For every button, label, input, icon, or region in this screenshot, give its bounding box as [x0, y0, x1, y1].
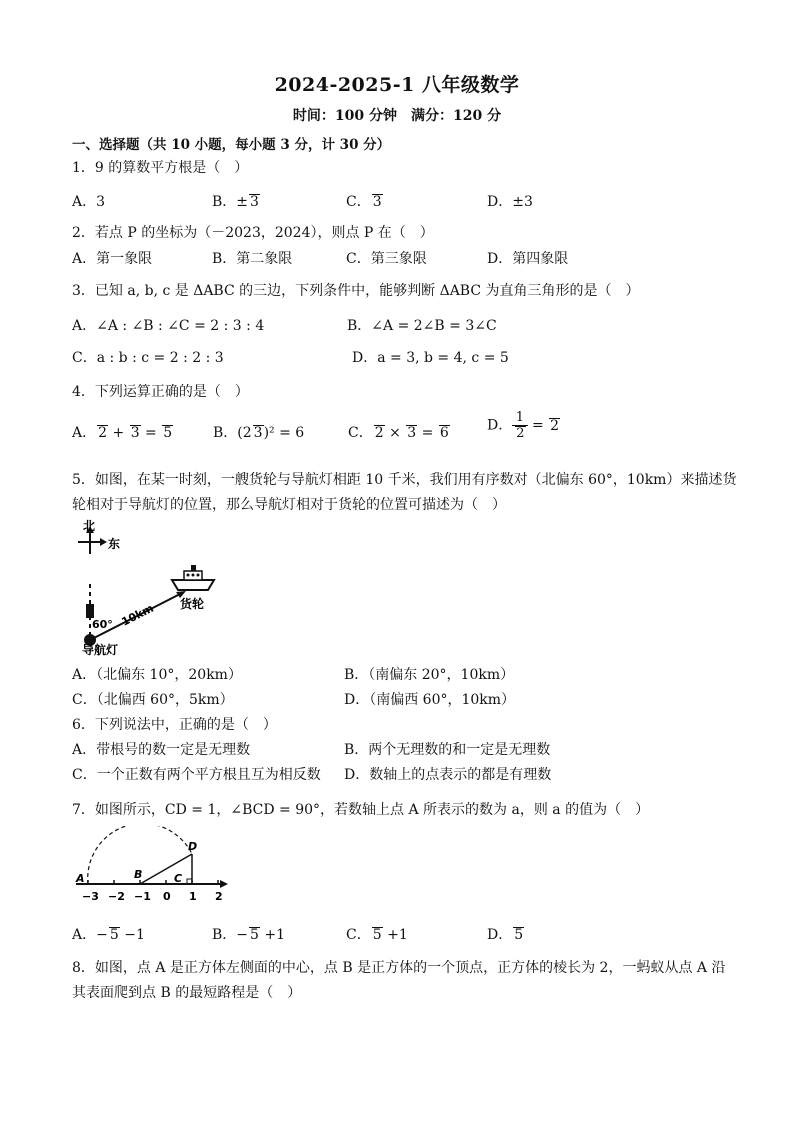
question-1-option-c: C． 3	[346, 194, 382, 210]
east-label: 东	[108, 537, 121, 551]
question-5-option-c: C．（北偏西 60°，5km）	[72, 692, 234, 708]
fraction: $\frac{1}{2}$	[512, 410, 527, 441]
question-1-stem: 1．9 的算数平方根是（ ）	[72, 160, 249, 176]
ship-lighthouse-figure	[72, 518, 222, 658]
question-2-option-c: C．第三象限	[346, 251, 427, 267]
question-5-stem-line-1: 5．如图，在某一时刻，一艘货轮与导航灯相距 10 千米，我们用有序数对（北偏东 60°，10km）来描述货	[72, 472, 737, 488]
page-title: 2024-2025-1 八年级数学	[274, 74, 520, 96]
question-2-option-b: B．第二象限	[212, 251, 293, 267]
point-c-label: C	[174, 872, 183, 885]
question-7-option-d: D． 5	[487, 927, 524, 943]
question-4-option-a: A． 2 + 3 = 5	[72, 425, 173, 441]
question-3-option-a: A．∠A : ∠B : ∠C = 2 : 3 : 4	[72, 318, 265, 334]
question-5-option-b: B．（南偏东 20°，10km）	[344, 667, 515, 683]
ship-icon	[172, 565, 214, 590]
question-1-option-d: D．±3	[487, 194, 533, 210]
tick-label: 0	[163, 890, 171, 903]
question-2-option-d: D．第四象限	[487, 251, 569, 267]
question-6-option-a: A．带根号的数一定是无理数	[72, 742, 251, 758]
question-1-option-b: B．± 3	[212, 194, 259, 210]
ship-label: 货轮	[180, 597, 205, 611]
question-3-option-d: D．a = 3, b = 4, c = 5	[352, 350, 509, 366]
exam-info: 时间：100 分钟 满分：120 分	[292, 108, 502, 124]
question-6-stem: 6．下列说法中，正确的是（ ）	[72, 717, 277, 733]
number-line-figure	[72, 826, 232, 906]
question-5-stem-line-2: 轮相对于导航灯的位置，那么导航灯相对于货轮的位置可描述为（ ）	[72, 497, 506, 513]
point-b-label: B	[134, 868, 143, 881]
point-d-label: D	[188, 840, 198, 853]
question-7-stem: 7．如图所示，CD = 1，∠BCD = 90°，若数轴上点 A 所表示的数为 a，则 a 的值为（ ）	[72, 802, 650, 818]
tick-label: 1	[189, 890, 197, 903]
question-5-option-d: D．（南偏西 60°，10km）	[344, 692, 516, 708]
distance-label: 10km	[119, 601, 156, 629]
question-2-option-a: A．第一象限	[72, 251, 153, 267]
question-4-option-d: D． $\frac{1}{2}$ = 2	[487, 410, 560, 441]
question-8-stem-line-2: 其表面爬到点 B 的最短路程是（ ）	[72, 985, 302, 1001]
tick-label: −1	[134, 890, 151, 903]
tick-label: 2	[215, 890, 223, 903]
north-label: 北	[83, 519, 96, 533]
question-7-option-b: B．− 5 +1	[212, 927, 286, 943]
question-5-option-a: A．（北偏东 10°，20km）	[72, 667, 242, 683]
question-7-option-c: C． 5 +1	[346, 927, 408, 943]
point-a-label: A	[76, 872, 85, 885]
angle-label: 60°	[92, 618, 113, 631]
lighthouse-label: 导航灯	[82, 643, 119, 657]
question-4-option-b: B．(2 3)² = 6	[213, 425, 305, 441]
question-6-option-c: C．一个正数有两个平方根且互为相反数	[72, 767, 321, 783]
question-3-option-c: C．a : b : c = 2 : 2 : 3	[72, 350, 224, 366]
question-6-option-b: B．两个无理数的和一定是无理数	[344, 742, 551, 758]
question-3-option-b: B．∠A = 2∠B = 3∠C	[347, 318, 497, 334]
tick-label: −2	[108, 890, 125, 903]
question-4-option-c: C． 2 × 3 = 6	[348, 425, 449, 441]
question-6-option-d: D．数轴上的点表示的都是有理数	[344, 767, 552, 783]
question-8-stem-line-1: 8．如图，点 A 是正方体左侧面的中心，点 B 是正方体的一个顶点，正方体的棱长为 2，一蚂蚁从点 A 沿	[72, 960, 726, 976]
question-1-option-a: A．3	[72, 194, 106, 210]
question-4-stem: 4．下列运算正确的是（ ）	[72, 384, 249, 400]
tick-label: −3	[82, 890, 99, 903]
question-7-option-a: A．− 5 −1	[72, 927, 145, 943]
section-heading: 一、选择题（共 10 小题，每小题 3 分，计 30 分）	[72, 137, 391, 153]
question-3-stem: 3．已知 a, b, c 是 ΔABC 的三边，下列条件中，能够判断 ΔABC 为直角三角形的是（ ）	[72, 283, 640, 299]
question-2-stem: 2．若点 P 的坐标为（－2023，2024），则点 P 在（ ）	[72, 225, 434, 241]
